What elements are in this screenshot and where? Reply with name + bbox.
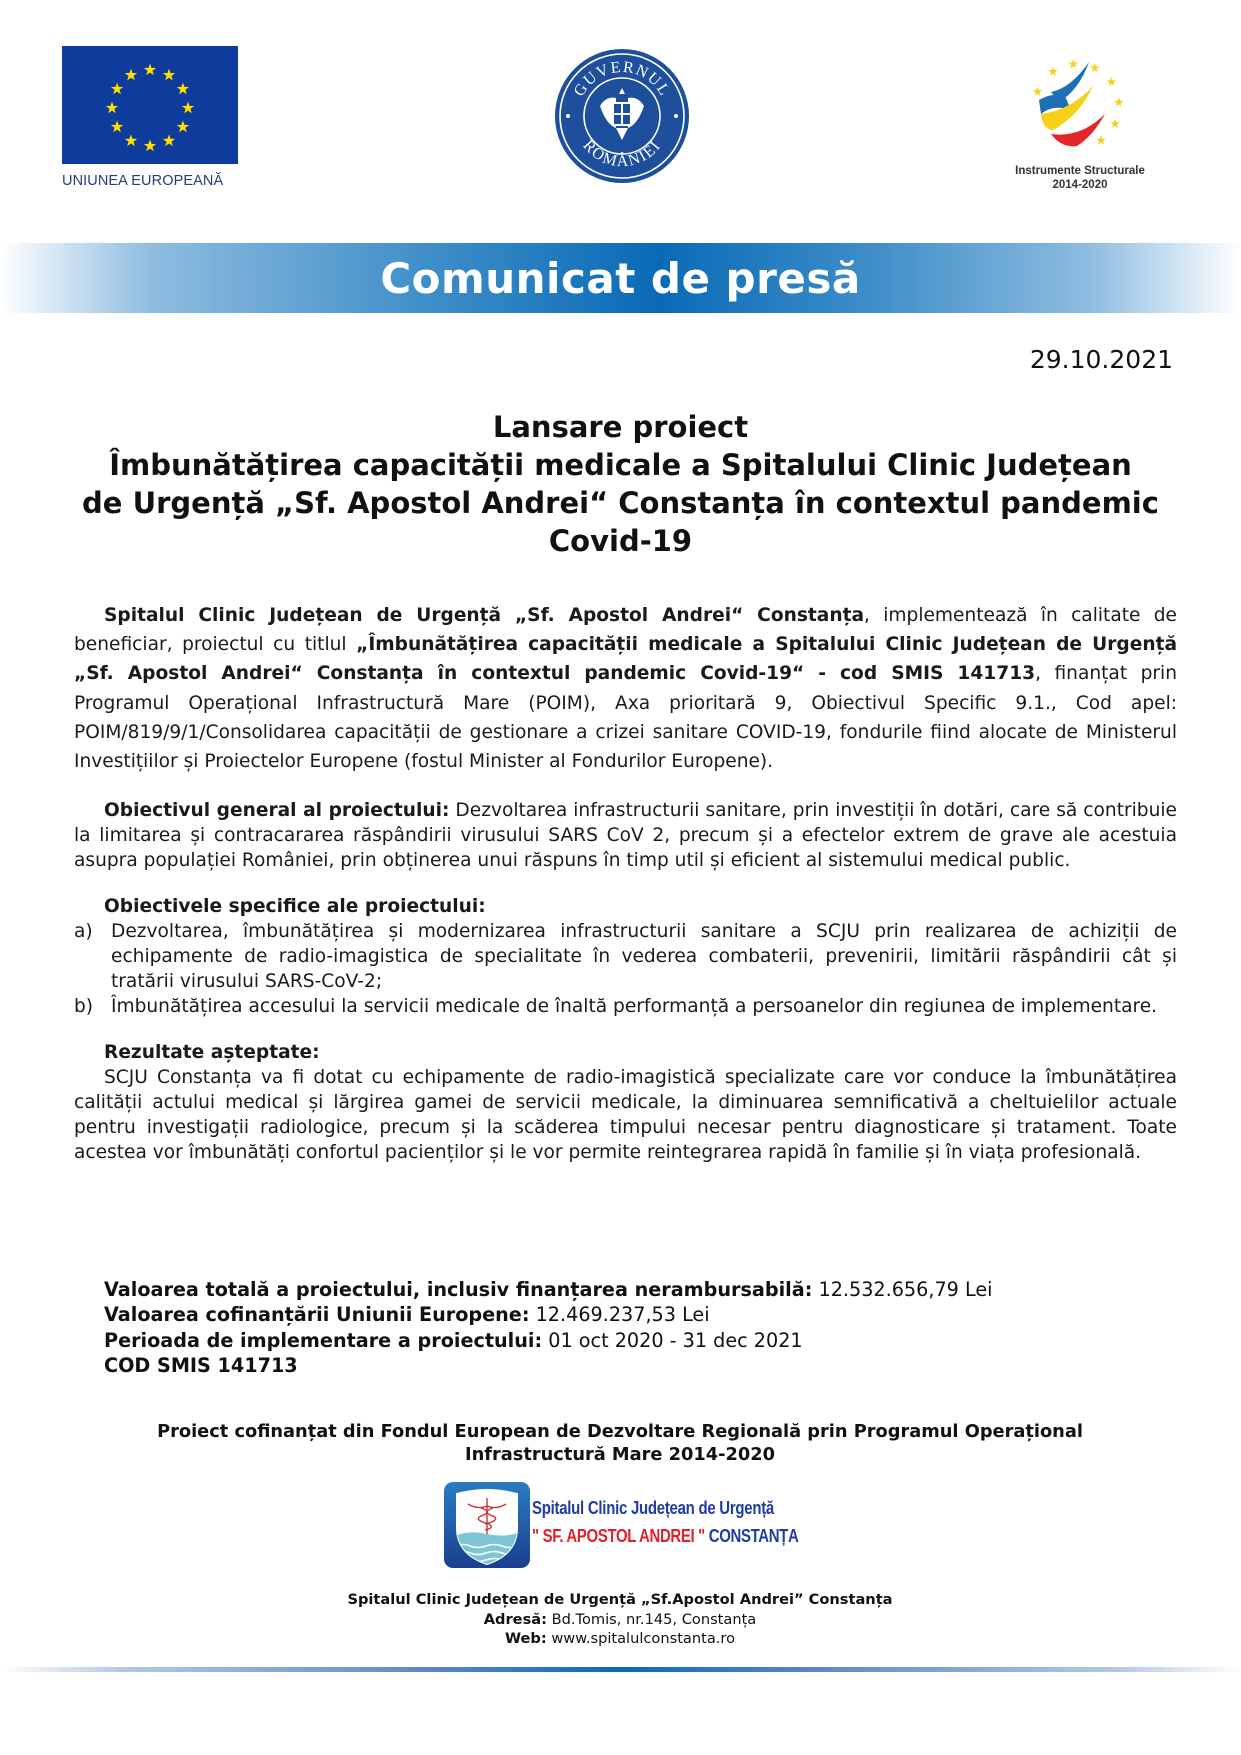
eu-star-icon xyxy=(125,69,137,81)
structural-star-icon xyxy=(1090,63,1100,72)
document-title xyxy=(80,408,1161,560)
structural-star-icon xyxy=(1048,67,1058,76)
footer-web xyxy=(220,1629,1020,1649)
list-item-text: Îmbunătățirea accesului la servicii medicale de înaltă performanță a persoanelor din regiunea de implementare. xyxy=(111,996,1158,1018)
list-item xyxy=(74,994,1177,1019)
intro-text-2: , finanțat prin Programul Operațional Infrastructură Mare (POIM), Axa prioritară 9, Obiectivul Specific 9.1., Cod apel: POIM/819/9/1/Consolidarea capacității de gestionare a crizei sanitare COVID-19, fondurile fiind alocate de Ministerul Investițiilor și Proiectelor Europene (fostul Minister al Fondurilor Europene). xyxy=(74,663,1177,773)
structural-star-icon xyxy=(1114,97,1124,106)
intro-text-1: , implementează în calitate de beneficiar, proiectul cu titlul xyxy=(74,605,1177,656)
specific-objectives-heading: Obiectivele specifice ale proiectului: xyxy=(104,896,486,918)
press-release-banner xyxy=(0,243,1241,313)
eu-star-icon xyxy=(125,134,137,146)
footer-contact xyxy=(220,1590,1020,1649)
title-line-1: Lansare proiect xyxy=(492,410,749,444)
project-title-inline: „Îmbunătățirea capacității medicale a Spitalului Clinic Județean de Urgență „Sf. Apostol Andrei“ Constanța în contextul pandemic Covid-19“ - cod SMIS 141713 xyxy=(74,634,1178,685)
implementation-period-label: Perioada de implementare a proiectului: xyxy=(104,1328,543,1352)
general-objective-label: Obiectivul general al proiectului: xyxy=(104,800,450,822)
cofinancing-line-2: Infrastructură Mare 2014-2020 xyxy=(464,1444,776,1465)
list-marker: b) xyxy=(74,996,94,1018)
release-date: 29.10.2021 xyxy=(1029,345,1173,374)
eu-star-icon xyxy=(163,69,175,81)
general-objective-paragraph xyxy=(74,798,1177,873)
structural-star-icon xyxy=(1110,119,1120,128)
footer-hospital-name: Spitalul Clinic Județean de Urgență „Sf.Apostol Andrei” Constanța xyxy=(347,1591,893,1608)
footer-address xyxy=(220,1610,1020,1630)
hospital-logo-city: CONSTANȚA xyxy=(704,1526,799,1546)
title-line-2: Îmbunătățirea capacității medicale a Spitalului Clinic Județean xyxy=(109,448,1132,482)
seal-text-top: GUVERNUL xyxy=(570,58,674,100)
eu-star-icon xyxy=(177,121,189,133)
cofinancing-line-1: Proiect cofinanțat din Fondul European de Dezvoltare Regională prin Programul Operațional xyxy=(157,1421,1083,1442)
smis-code-row xyxy=(104,1353,992,1378)
eu-cofinancing-row xyxy=(104,1302,992,1327)
title-line-3: de Urgență „Sf. Apostol Andrei“ Constanța în contextul pandemic xyxy=(82,486,1159,520)
smis-code: COD SMIS 141713 xyxy=(104,1353,298,1377)
quote-close: " xyxy=(694,1526,705,1546)
eu-logo xyxy=(62,46,238,189)
eu-star-icon xyxy=(144,64,156,76)
hospital-badge-icon xyxy=(444,1482,530,1568)
web-label: Web: xyxy=(504,1630,547,1647)
cofinancing-statement xyxy=(120,1420,1120,1466)
title-line-4: Covid-19 xyxy=(548,524,693,558)
eu-logo-label: UNIUNEA EUROPEANĂ xyxy=(62,173,224,189)
structural-star-icon xyxy=(1096,135,1106,144)
government-seal-logo xyxy=(554,48,690,184)
eu-cofinancing-amount: 12.469.237,53 Lei xyxy=(529,1303,710,1327)
implementation-period-value: 01 oct 2020 - 31 dec 2021 xyxy=(542,1328,803,1352)
structural-instruments-logo xyxy=(1000,48,1160,192)
eu-cofinancing-label: Valoarea cofinanțării Uniunii Europene: xyxy=(104,1303,530,1327)
eu-star-icon xyxy=(163,134,175,146)
eu-star-icon xyxy=(106,102,118,114)
expected-results-heading: Rezultate așteptate: xyxy=(104,1042,320,1064)
footer-divider xyxy=(0,1667,1241,1672)
quote-open: " xyxy=(532,1526,543,1546)
total-value-amount: 12.532.656,79 Lei xyxy=(812,1278,993,1301)
web-link[interactable]: www.spitalulconstanta.ro xyxy=(546,1630,736,1647)
implementation-period-row xyxy=(104,1328,992,1353)
structural-star-icon xyxy=(1107,77,1117,86)
list-marker: a) xyxy=(74,921,93,943)
eu-star-icon xyxy=(111,83,123,95)
structural-logo-line1: Instrumente Structurale xyxy=(1015,165,1145,177)
eu-flag-icon xyxy=(62,46,238,164)
eu-star-icon xyxy=(182,102,194,114)
eu-star-icon xyxy=(177,83,189,95)
general-objective-text: Dezvoltarea infrastructurii sanitare, prin investiții în dotări, care să contribuie la limitarea și contracararea răspândirii virusului SARS CoV 2, precum și a efectelor extrem de grave ale acestuia asupra populației României, prin obținerea unui răspuns în timp util și eficient al sistemului medical public. xyxy=(74,800,1177,872)
eu-star-icon xyxy=(144,140,156,152)
address-value: Bd.Tomis, nr.145, Constanța xyxy=(546,1610,757,1628)
total-value-row xyxy=(104,1277,992,1302)
hospital-logo-subtitle xyxy=(532,1526,798,1547)
eu-star-icon xyxy=(111,121,123,133)
address-label: Adresă: xyxy=(483,1610,547,1628)
hospital-logo xyxy=(444,1482,799,1568)
document-body xyxy=(74,601,1177,1165)
structural-star-icon xyxy=(1033,87,1043,96)
hospital-logo-name: Spitalul Clinic Județean de Urgență xyxy=(532,1498,774,1518)
total-value-label: Valoarea totală a proiectului, inclusiv finanțarea nerambursabilă: xyxy=(104,1278,813,1301)
structural-star-icon xyxy=(1069,59,1079,68)
banner-title: Comunicat de presă xyxy=(380,253,861,303)
seal-text-bottom: ROMÂNIEI xyxy=(579,137,665,171)
structural-instruments-icon xyxy=(1025,48,1135,160)
list-item-text: Dezvoltarea, îmbunătățirea și modernizarea infrastructurii sanitare a SCJU prin realizarea de achiziții de echipamente de radio-imagistica de specialitate în vederea combaterii, prevenirii, limitării răspândirii cât și tratării virusului SARS-CoV-2; xyxy=(111,921,1177,993)
expected-results-text: SCJU Constanța va fi dotat cu echipamente de radio-imagistică specializate care vor conduce la îmbunătățirea calității actului medical și lărgirea gamei de servicii medicale, la diminuarea semnificativă a cheltuielilor actuale pentru investigații radiologice, precum și la scăderea timpului necesar pentru diagnosticare și tratament. Toate acestea vor îmbunătăți confortul pacienților și le vor permite reintegrarea rapidă în familie și în viața profesională. xyxy=(74,1067,1177,1164)
beneficiary-name: Spitalul Clinic Județean de Urgență „Sf. Apostol Andrei“ Constanța xyxy=(104,605,865,626)
project-values xyxy=(104,1277,992,1378)
intro-paragraph xyxy=(74,601,1177,776)
list-item xyxy=(74,919,1177,994)
hospital-logo-saint: SF. APOSTOL ANDREI xyxy=(542,1526,695,1546)
structural-logo-line2: 2014-2020 xyxy=(1052,179,1108,191)
